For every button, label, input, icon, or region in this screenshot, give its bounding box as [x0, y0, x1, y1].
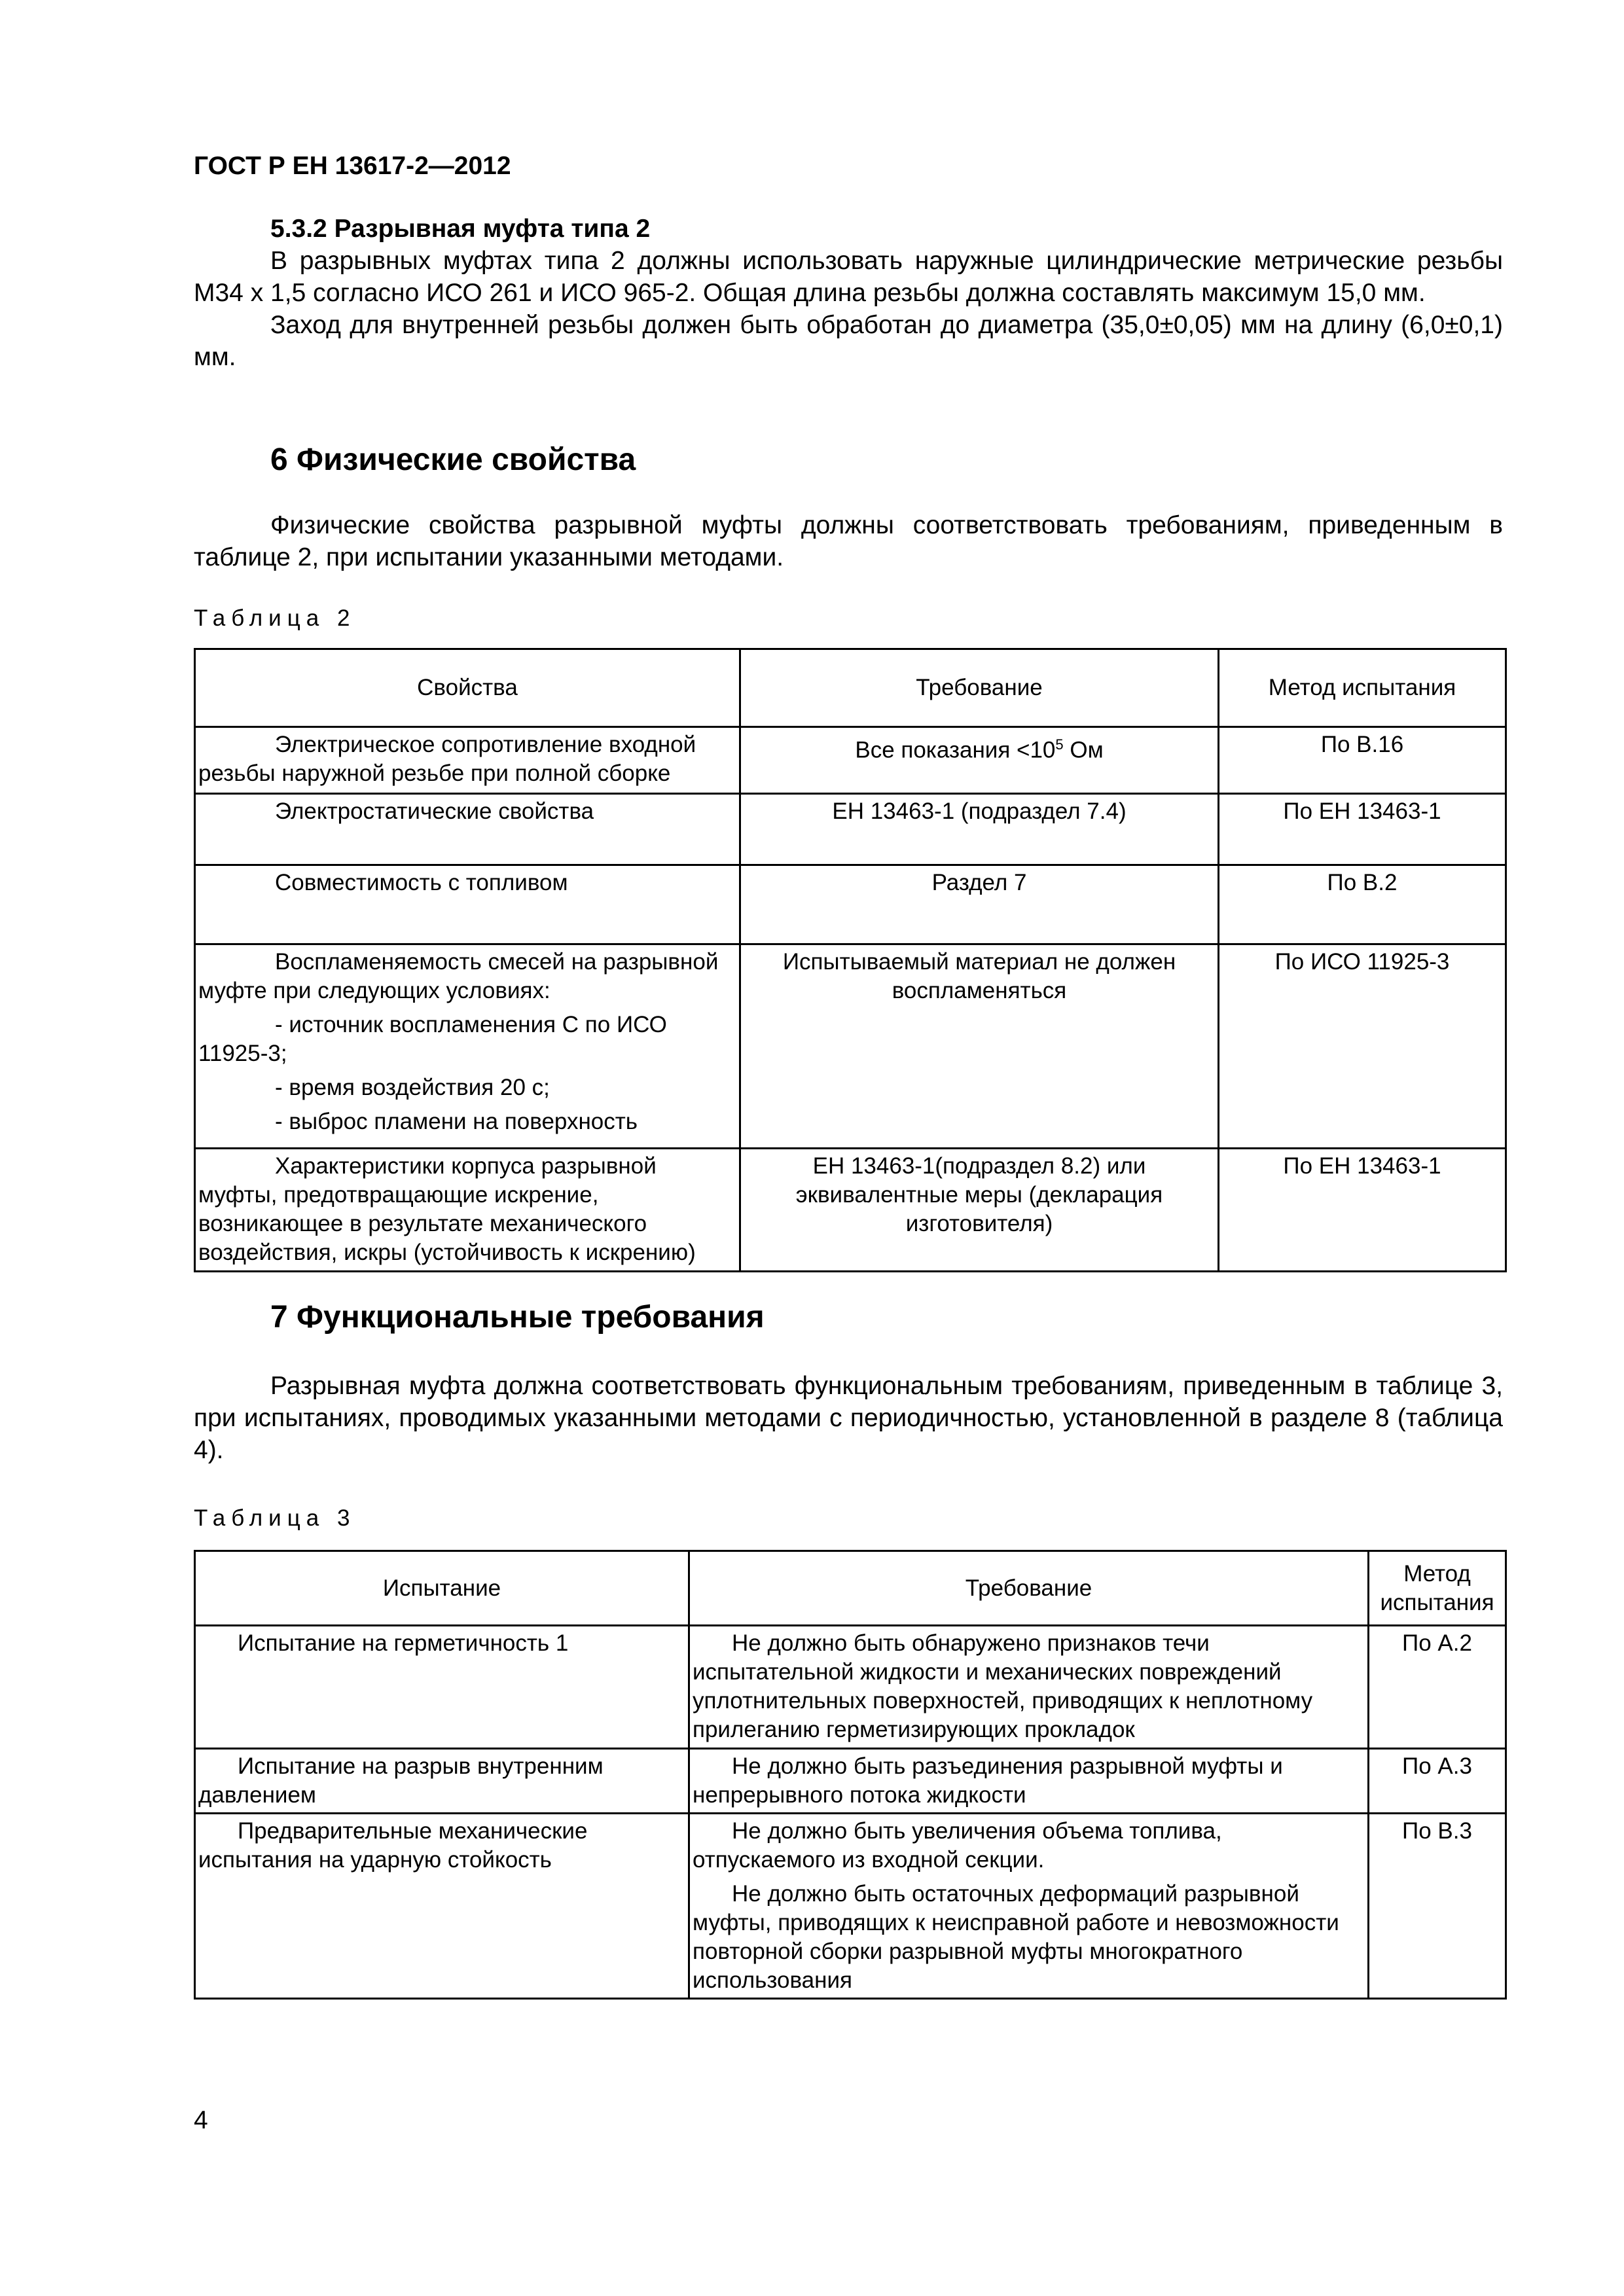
- table-2-header-method: Метод испытания: [1219, 649, 1506, 727]
- table-3-header-test: Испытание: [195, 1551, 689, 1626]
- section-5-3-2-paragraph-1: В разрывных муфтах типа 2 должны использовать наружные цилиндрические метрические резьбы М34 х 1,5 согласно ИСО 261 и ИСО 965-2. Общая длина резьбы должна составлять максимум 15,0 мм.: [194, 247, 1503, 307]
- table-2-row-1-requirement: Все показания $<10^5$ Ом: [740, 727, 1219, 794]
- table-row: [195, 727, 1506, 794]
- section-7-intro-block: [194, 1370, 1503, 1466]
- table-3: [194, 1550, 1507, 2000]
- section-7-heading: 7 Функциональные требования: [270, 1300, 765, 1335]
- section-6-heading: 6 Физические свойства: [270, 442, 636, 477]
- table-3-row-3-test: Предварительные механические испытания на ударную стойкость: [198, 1818, 588, 1873]
- table-3-row-3-method: По В.3: [1369, 1814, 1506, 1999]
- section-6-intro: Физические свойства разрывной муфты должны соответствовать требованиям, приведенным в таблице 2, при испытании указанными методами.: [194, 511, 1503, 571]
- table-2-row-2-property: Электростатические свойства: [275, 798, 594, 824]
- table-2-header-row: [195, 649, 1506, 727]
- table-2-row-4-requirement: Испытываемый материал не должен воспламеняться: [740, 944, 1219, 1149]
- table-2-row-2-method: По ЕН 13463-1: [1219, 794, 1506, 865]
- table-3-header-row: [195, 1551, 1506, 1626]
- table-3-row-1-method: По А.2: [1369, 1626, 1506, 1749]
- table-2: [194, 648, 1507, 1272]
- table-2-header-properties: Свойства: [195, 649, 740, 727]
- section-5-3-2: [194, 213, 1503, 373]
- page-number: 4: [194, 2106, 208, 2134]
- table-row: [195, 944, 1506, 1149]
- table-2-row-4-property: Воспламеняемость смесей на разрывной муфте при следующих условиях: - источник воспламенения С по ИСО 11925-3; - время воздействия 20 с; - выброс пламени на поверхность: [195, 944, 740, 1149]
- table-2-row-1-property: Электрическое сопротивление входной резьбы наружной резьбе при полной сборке: [198, 732, 696, 786]
- table-3-header-requirement: Требование: [689, 1551, 1369, 1626]
- document-header: ГОСТ Р ЕН 13617-2—2012: [194, 152, 511, 180]
- table-2-row-3-method: По В.2: [1219, 865, 1506, 944]
- table-3-row-1-requirement: Не должно быть обнаружено признаков течи испытательной жидкости и механических повреждений уплотнительных поверхностей, приводящих к неплотному прилеганию герметизирующих прокладок: [693, 1630, 1313, 1742]
- table-3-caption: Таблица 3: [194, 1505, 356, 1531]
- table-3-row-3-requirement: Не должно быть увеличения объема топлива, отпускаемого из входной секции. Не должно быть остаточных деформаций разрывной муфты, приводящих к неисправной работе и невозможности повторной сборки разрывной муфты многократного использования: [689, 1814, 1369, 1999]
- table-2-row-5-requirement: ЕН 13463-1(подраздел 8.2) или эквивалентные меры (декларация изготовителя): [740, 1149, 1219, 1272]
- table-3-header-method: Метод испытания: [1369, 1551, 1506, 1626]
- table-row: [195, 865, 1506, 944]
- table-2-row-5-property: Характеристики корпуса разрывной муфты, предотвращающие искрение, возникающее в результате механического воздействия, искры (устойчивость к искрению): [198, 1153, 696, 1265]
- table-2-row-1-method: По В.16: [1219, 727, 1506, 794]
- table-3-row-2-method: По А.3: [1369, 1749, 1506, 1814]
- table-2-caption: Таблица 2: [194, 605, 356, 631]
- table-2-row-3-requirement: Раздел 7: [740, 865, 1219, 944]
- table-row: [195, 1626, 1506, 1749]
- table-2-row-4-method: По ИСО 11925-3: [1219, 944, 1506, 1149]
- table-2-row-3-property: Совместимость с топливом: [275, 870, 568, 895]
- table-row: [195, 1749, 1506, 1814]
- table-3-row-1-test: Испытание на герметичность 1: [238, 1630, 569, 1656]
- table-2-row-2-requirement: ЕН 13463-1 (подраздел 7.4): [740, 794, 1219, 865]
- table-3-row-2-requirement: Не должно быть разъединения разрывной муфты и непрерывного потока жидкости: [693, 1753, 1283, 1808]
- table-row: [195, 1814, 1506, 1999]
- table-2-row-5-method: По ЕН 13463-1: [1219, 1149, 1506, 1272]
- table-2-header-requirement: Требование: [740, 649, 1219, 727]
- section-5-3-2-paragraph-2: Заход для внутренней резьбы должен быть обработан до диаметра (35,0±0,05) мм на длину (6,0±0,1) мм.: [194, 311, 1503, 371]
- section-6-intro-block: [194, 509, 1503, 573]
- table-3-row-2-test: Испытание на разрыв внутренним давлением: [198, 1753, 604, 1808]
- table-row: [195, 794, 1506, 865]
- table-row: [195, 1149, 1506, 1272]
- section-7-intro: Разрывная муфта должна соответствовать функциональным требованиям, приведенным в таблице 3, при испытаниях, проводимых указанными методами с периодичностью, установленной в разделе 8 (таблица 4).: [194, 1372, 1503, 1464]
- section-5-3-2-title: 5.3.2 Разрывная муфта типа 2: [270, 215, 651, 243]
